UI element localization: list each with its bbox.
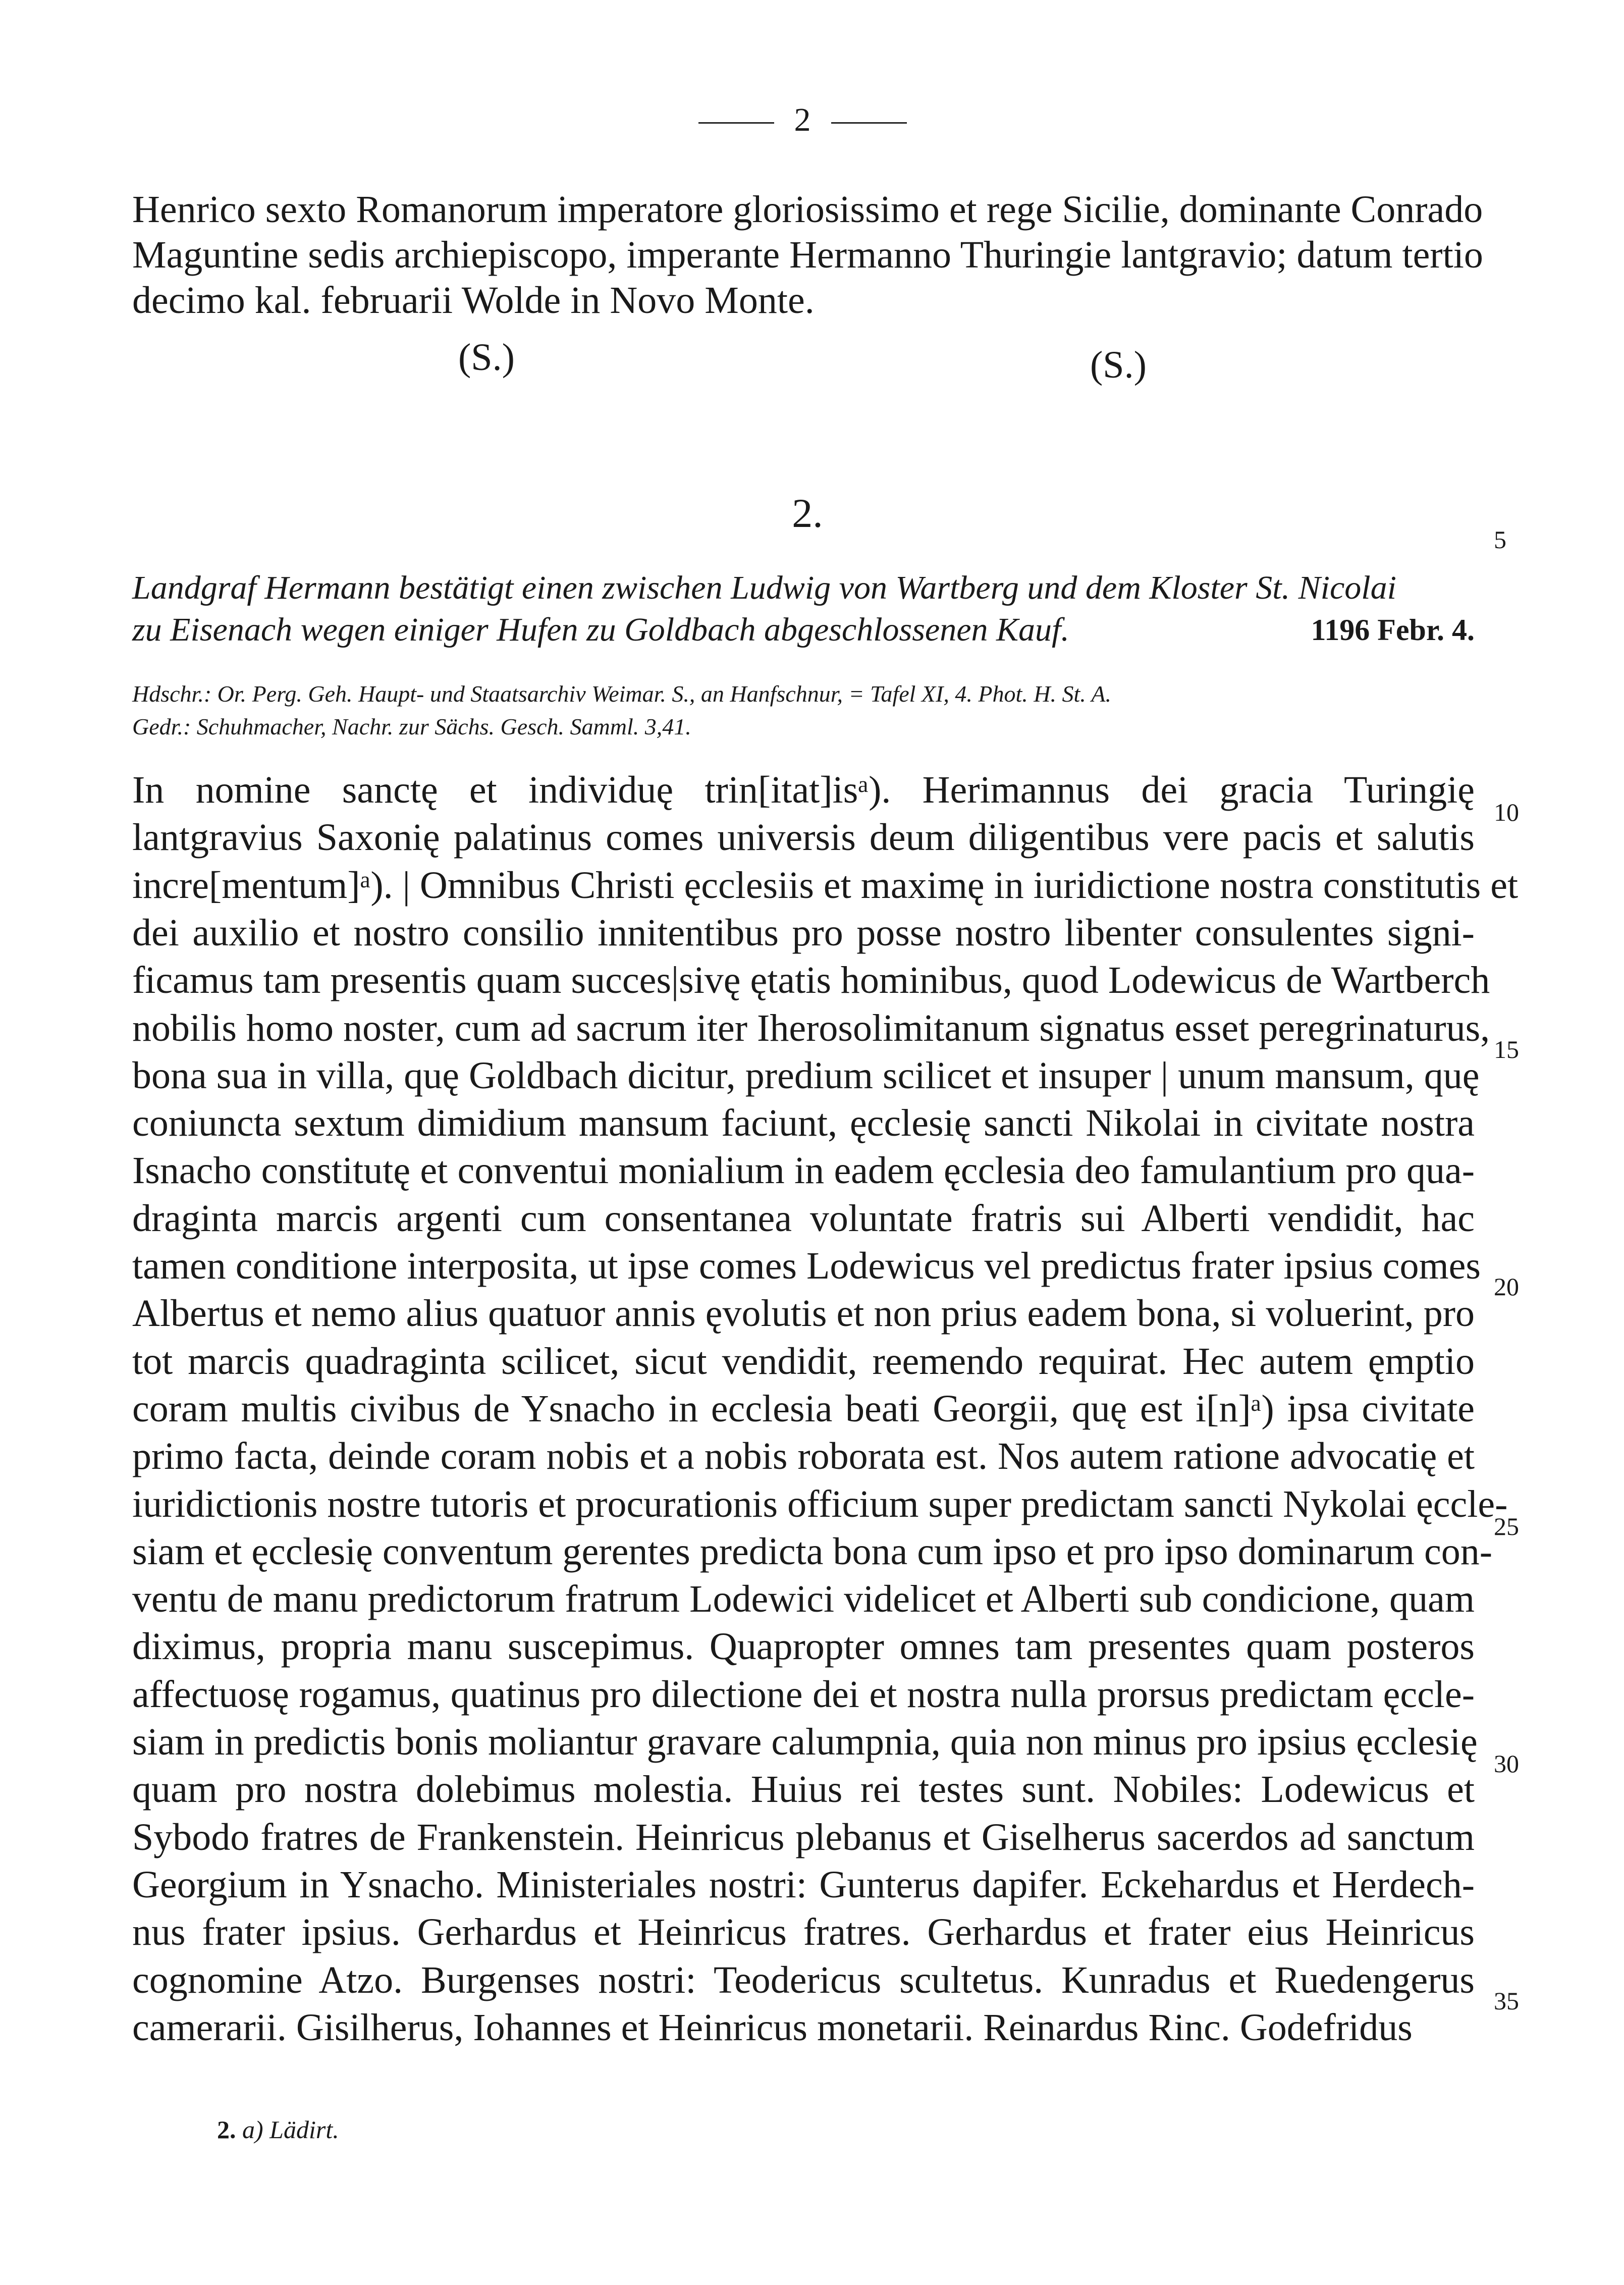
charter-line: Isnacho constitutę et conventui monialium in eadem ęcclesia deo famulantium pro qua- (132, 1149, 1475, 1192)
charter-line: iuridictionis nostre tutoris et procurationis officium super predictam sancti Nykolai ęccle- (132, 1483, 1508, 1525)
charter-line: quam pro nostra dolebimus molestia. Huius rei testes sunt. Nobiles: Lodewicus et (132, 1768, 1475, 1811)
charter-line: incre[mentum]ᵃ). | Omnibus Christi ęcclesiis et maximę in iuridictione nostra constitutis et (132, 864, 1519, 907)
charter-line: lantgravius Saxonię palatinus comes universis deum diligentibus vere pacis et salutis (132, 816, 1475, 859)
charter-line: nobilis homo noster, cum ad sacrum iter Iherosolimitanum signatus esset peregrinaturus, (132, 1007, 1490, 1049)
top-text-line-2: Maguntine sedis archiepiscopo, imperante Hermanno Thuringie lantgravio; datum tertio (132, 234, 1483, 276)
charter-line: ventu de manu predictorum fratrum Lodewici videlicet et Alberti sub condicione, quam (132, 1578, 1475, 1620)
top-text-line-1: Henrico sexto Romanorum imperatore gloriosissimo et rege Sicilie, dominante Conrado (132, 188, 1483, 231)
charter-line: cognomine Atzo. Burgenses nostri: Teodericus scultetus. Kunradus et Ruedengerus (132, 1959, 1475, 2001)
page-header (666, 101, 939, 139)
margin-number-35: 35 (1494, 1987, 1519, 2015)
source-manuscript: Hdschr.: Or. Perg. Geh. Haupt- und Staatsarchiv Weimar. S., an Hanfschnur, = Tafel XI, 4. Phot. H. St. A. (132, 681, 1111, 707)
charter-line: diximus, propria manu suscepimus. Quapropter omnes tam presentes quam posteros (132, 1625, 1475, 1668)
seal-left: (S.) (458, 336, 515, 379)
margin-number-25: 25 (1494, 1512, 1519, 1540)
margin-number-5: 5 (1494, 525, 1506, 554)
margin-number-10: 10 (1494, 798, 1519, 826)
charter-line: camerarii. Gisilherus, Iohannes et Heinricus monetarii. Reinardus Rinc. Godefridus (132, 2006, 1413, 2049)
footnote-number: 2. (217, 2115, 236, 2144)
charter-line: Georgium in Ysnacho. Ministeriales nostri: Gunterus dapifer. Eckehardus et Herdech- (132, 1864, 1475, 1906)
charter-line: tamen conditione interposita, ut ipse comes Lodewicus vel predictus frater ipsius comes (132, 1245, 1481, 1287)
seal-right: (S.) (1090, 344, 1147, 386)
margin-number-20: 20 (1494, 1272, 1519, 1301)
header-rule-right (831, 122, 907, 124)
page-number: 2 (794, 101, 811, 138)
footnote (217, 2115, 339, 2144)
top-text-line-3: decimo kal. februarii Wolde in Novo Monte. (132, 279, 815, 322)
charter-line: dei auxilio et nostro consilio innitentibus pro posse nostro libenter consulentes signi- (132, 912, 1475, 954)
charter-line: bona sua in villa, quę Goldbach dicitur, predium scilicet et insuper | unum mansum, quę (132, 1054, 1480, 1097)
charter-line: affectuosę rogamus, quatinus pro dilectione dei et nostra nulla prorsus predictam ęccle- (132, 1673, 1475, 1716)
margin-number-15: 15 (1494, 1035, 1519, 1064)
charter-line: In nomine sanctę et individuę trin[itat]isᵃ). Herimannus dei gracia Turingię (132, 769, 1475, 811)
charter-line: siam in predictis bonis moliantur gravare calumpnia, quia non minus pro ipsius ęcclesię (132, 1721, 1478, 1763)
source-printed: Gedr.: Schuhmacher, Nachr. zur Sächs. Gesch. Samml. 3,41. (132, 714, 691, 739)
charter-line: siam et ęcclesię conventum gerentes predicta bona cum ipso et pro ipso dominarum con- (132, 1530, 1493, 1573)
document-number: 2. (792, 490, 823, 536)
charter-line: draginta marcis argenti cum consentanea voluntate fratris sui Alberti vendidit, hac (132, 1197, 1475, 1240)
charter-line: coniuncta sextum dimidium mansum faciunt, ęcclesię sancti Nikolai in civitate nostra (132, 1102, 1475, 1144)
charter-line: Albertus et nemo alius quatuor annis ęvolutis et non prius eadem bona, si voluerint, pro (132, 1292, 1475, 1335)
charter-line: coram multis civibus de Ysnacho in ecclesia beati Georgii, quę est i[n]ᵃ) ipsa civitate (132, 1388, 1475, 1430)
header-rule-left (698, 122, 774, 124)
charter-line: primo facta, deinde coram nobis et a nobis roborata est. Nos autem ratione advocatię et (132, 1435, 1475, 1477)
regest-line-2 (132, 610, 1475, 650)
charter-line: tot marcis quadraginta scilicet, sicut vendidit, reemendo requirat. Hec autem ęmptio (132, 1340, 1475, 1383)
charter-line: Sybodo fratres de Frankenstein. Heinricus plebanus et Giselherus sacerdos ad sanctum (132, 1816, 1475, 1858)
regest-line-1: Landgraf Hermann bestätigt einen zwischen Ludwig von Wartberg und dem Kloster St. Nicolai (132, 569, 1396, 606)
charter-line: nus frater ipsius. Gerhardus et Heinricus fratres. Gerhardus et frater eius Heinricus (132, 1911, 1475, 1953)
regest-line-2-text: zu Eisenach wegen einiger Hufen zu Goldbach abgeschlossenen Kauf. (132, 611, 1069, 648)
margin-number-30: 30 (1494, 1749, 1519, 1778)
charter-line: ficamus tam presentis quam succes|sivę ętatis hominibus, quod Lodewicus de Wartberch (132, 959, 1490, 1001)
footnote-marker: a) (242, 2115, 263, 2144)
footnote-text: Lädirt. (269, 2115, 339, 2144)
document-date: 1196 Febr. 4. (1311, 613, 1475, 647)
